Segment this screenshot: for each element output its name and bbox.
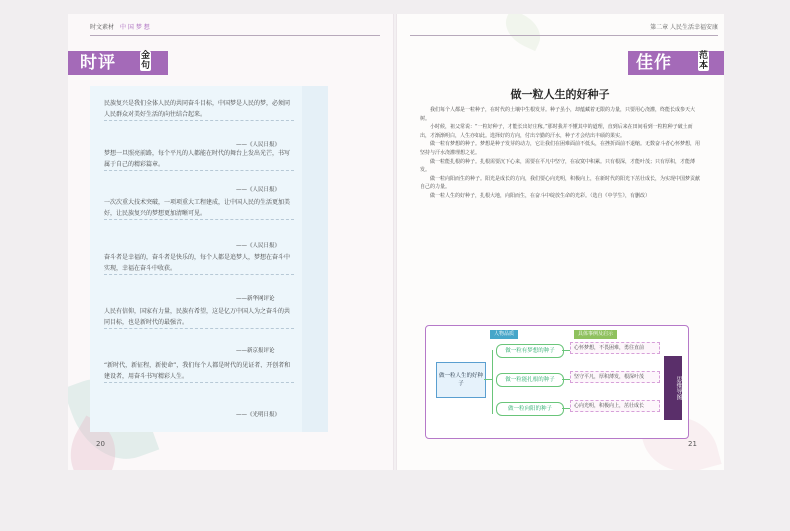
mind-map-branch: 做一粒向阳的种子 — [496, 402, 564, 416]
tab-title: 时评 — [80, 53, 116, 73]
mind-map — [425, 325, 689, 439]
quote-source: ——新华网评论 — [236, 296, 275, 302]
tab-subtitle: 金句 — [140, 51, 150, 71]
essay-paragraph: 做一粒向阳而生的种子。阳光是成长的方向，我们要心向光明，积极向上，在新时代的阳光下茁壮成长，为实现中国梦贡献自己的力量。 — [420, 175, 701, 191]
leaf-decoration — [499, 14, 547, 51]
section-tab-quotes — [68, 51, 168, 75]
quote-text: 一次次重大技术突破，一项项重大工程建成，让中国人民的生活更加美好，让民族复兴的梦想更加清晰可见。 — [104, 197, 294, 220]
mind-map-branch: 做一粒能扎根的种子 — [496, 373, 564, 387]
quote-item — [104, 306, 294, 329]
book-gutter — [393, 14, 397, 470]
mind-map-label: 具体事例及启示 — [574, 330, 617, 339]
connector-line — [562, 350, 570, 351]
mind-map-center — [436, 362, 486, 398]
header-rule-left — [90, 35, 380, 36]
essay-paragraph: 小时候，祖父常说：“一粒好种子，才能长出好庄稼。”那时我并不懂其中的道理，直到后来在田间看到一粒粒种子破土而出，才渐渐明白，人生亦如此。选择好的方向，付出辛勤的汗水，种子才会结出丰硕的果实。 — [420, 124, 693, 139]
theme-name: 中 国 梦 想 — [120, 24, 150, 31]
mind-map-note: 心怀梦想，不畏困难，勇往直前 — [570, 342, 660, 354]
section-tab-essay — [628, 51, 724, 75]
quote-item — [104, 197, 294, 220]
header-rule-right — [410, 35, 718, 36]
mind-map-note: 心向光明，积极向上，茁壮成长 — [570, 400, 660, 412]
essay-title: 做一粒人生的好种子 — [510, 88, 610, 101]
essay-paragraph: 做一粒能扎根的种子。扎根需要沉下心来，需要在平凡中坚守，在寂寞中积累。只有根深，才能叶茂；只有厚积，才能薄发。 — [420, 158, 696, 174]
left-header — [90, 22, 150, 34]
quote-source: ——新京报评论 — [236, 348, 275, 354]
series-name: 时文素材 — [90, 24, 115, 31]
page-number-left: 20 — [96, 440, 105, 448]
page-number-right: 21 — [688, 440, 697, 448]
quote-text: 人民有信仰，国家有力量，民族有希望，这是亿万中国人为之奋斗的共同目标，也是新时代的最强音。 — [104, 306, 294, 329]
quote-source: ——《人民日报》 — [236, 243, 281, 249]
quote-item — [104, 252, 294, 275]
mind-map-center-text: 做一粒人生的好种子 — [438, 373, 483, 387]
quote-source: ——《人民日报》 — [236, 142, 281, 148]
quote-text: “新时代，新征程，新使命”，我们每个人都是时代的见证者、开创者和建设者，用奋斗书写精彩人生。 — [104, 360, 294, 383]
essay-paragraph: 我们每个人都是一粒种子，在时代的土壤中生根发芽。种子虽小，却蕴藏着无限的力量，只要用心浇灌，终能长成参天大树。 — [420, 107, 696, 122]
quote-item — [104, 148, 294, 171]
tab-subtitle: 范本 — [698, 51, 708, 71]
quote-text: 奋斗者是幸福的，奋斗者是快乐的，每个人都是追梦人，梦想在奋斗中实现，幸福在奋斗中收获。 — [104, 252, 294, 275]
connector-line — [562, 379, 570, 380]
mind-map-branch: 做一粒有梦想的种子 — [496, 344, 564, 358]
mind-map-note: 坚守平凡，厚积薄发，根深叶茂 — [570, 371, 660, 383]
essay-paragraph: 做一粒有梦想的种子。梦想是种子发芽的动力，它让我们在困难面前不低头，在挫折面前不退缩。无数奋斗者心怀梦想，用坚持与汗水浇灌理想之花。 — [420, 141, 701, 156]
quote-item — [104, 98, 294, 121]
mind-map-side-label: 思维导图 — [664, 356, 682, 420]
essay-body — [420, 106, 700, 201]
essay-paragraph: 做一粒人生的好种子，扎根大地，向阳而生，在奋斗中绽放生命的光彩。（选自《中学生》，有删改） — [430, 192, 651, 199]
quote-item — [104, 360, 294, 383]
tab-title: 佳作 — [636, 53, 672, 73]
quote-text: 梦想一旦照亮前路，每个平凡的人都能在时代的舞台上发出光芒，书写属于自己的精彩篇章。 — [104, 148, 294, 171]
mind-map-label: 人物品质 — [490, 330, 518, 339]
quote-source: ——《人民日报》 — [236, 187, 281, 193]
connector-line — [492, 350, 493, 414]
quote-source: ——《光明日报》 — [236, 412, 281, 418]
connector-line — [484, 379, 492, 380]
chapter-header: 第二章 人民生活幸福安康 — [650, 24, 718, 31]
quote-text: 民族复兴是我们全体人民的共同奋斗目标，中国梦是人民的梦，必须同人民群众对美好生活的向往结合起来。 — [104, 98, 294, 121]
connector-line — [562, 408, 570, 409]
